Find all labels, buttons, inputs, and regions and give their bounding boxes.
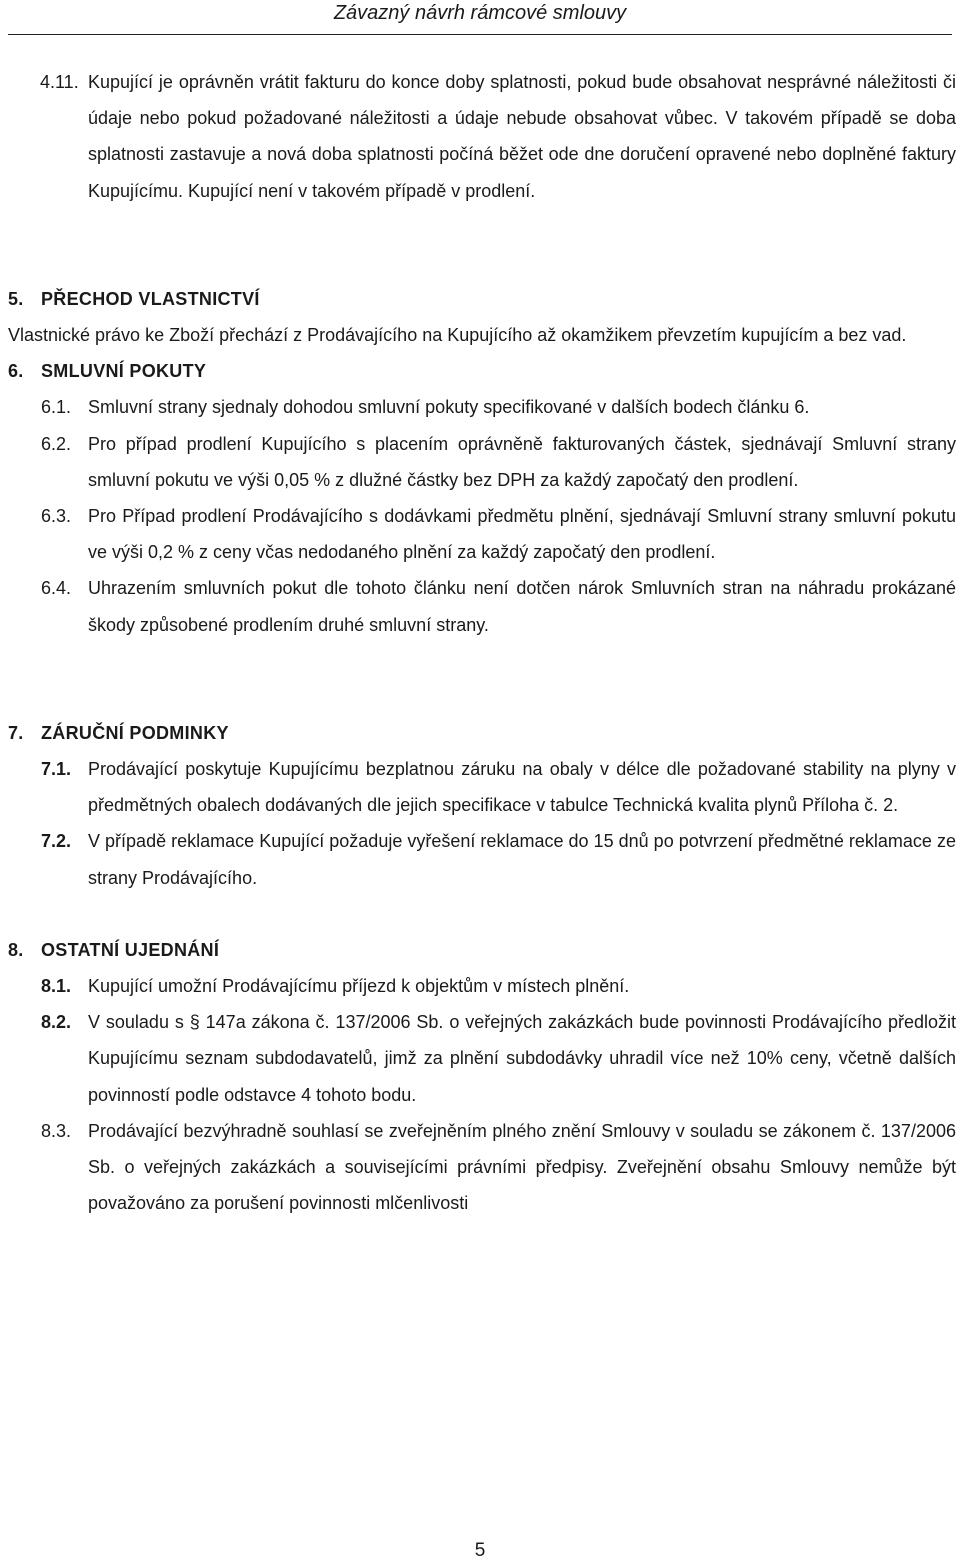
clause-6-4: [8, 570, 956, 642]
clause-number: 7.2.: [41, 831, 72, 852]
clause-8-1: [8, 968, 956, 1004]
clause-text: Pro Případ prodlení Prodávajícího s dodávkami předmětu plnění, sjednávají Smluvní strany smluvní pokutu ve výši 0,2 % z ceny včas nedodaného plnění za každý započatý den prodlení.: [88, 506, 956, 563]
clause-text: V případě reklamace Kupující požaduje vyřešení reklamace do 15 dnů po potvrzení předmětné reklamace ze strany Prodávajícího.: [88, 831, 956, 888]
section-5-heading: [8, 281, 956, 317]
section-8-heading: [8, 932, 956, 968]
section-number: 7.: [8, 722, 24, 743]
section-title: SMLUVNÍ POKUTY: [41, 361, 207, 382]
clause-text: Kupující je oprávněn vrátit fakturu do konce doby splatnosti, pokud bude obsahovat nesprávné náležitosti či údaje nebo pokud požadované náležitosti a údaje nebude obsahovat vůbec. V takovém případě se doba splatnosti zastavuje a nová doba splatnosti počíná běžet ode dne doručení opravené nebo doplněné faktury Kupujícímu. Kupující není v takovém případě v prodlení.: [88, 72, 956, 201]
clause-number: 8.3.: [41, 1120, 72, 1141]
clause-4-11: [8, 64, 956, 209]
section-title: ZÁRUČNÍ PODMINKY: [41, 722, 229, 743]
document-body: [8, 64, 956, 1221]
page-number: 5: [474, 1540, 486, 1561]
spacer: [8, 209, 956, 281]
clause-text: Pro případ prodlení Kupujícího s placením oprávněně fakturovaných částek, sjednávají Smluvní strany smluvní pokutu ve výši 0,05 % z dlužné částky bez DPH za každý započatý den prodlení.: [88, 433, 956, 490]
section-5-text: Vlastnické právo ke Zboží přechází z Prodávajícího na Kupujícího až okamžikem převzetím kupujícím a bez vad.: [8, 325, 907, 346]
clause-number: 6.3.: [41, 506, 72, 527]
clause-text: Prodávající poskytuje Kupujícímu bezplatnou záruku na obaly v délce dle požadované stability na plyny v předmětných obalech dodávaných dle jejich specifikace v tabulce Technická kvalita plynů Příloha č. 2.: [88, 759, 956, 816]
section-title: OSTATNÍ UJEDNÁNÍ: [41, 939, 220, 960]
clause-text: Kupující umožní Prodávajícímu příjezd k objektům v místech plnění.: [88, 976, 630, 997]
clause-number: 6.2.: [41, 433, 72, 454]
section-7-heading: [8, 715, 956, 751]
section-number: 6.: [8, 361, 24, 382]
clause-text: Smluvní strany sjednaly dohodou smluvní pokuty specifikované v dalších bodech článku 6.: [88, 397, 810, 418]
clause-8-3: [8, 1113, 956, 1222]
section-6-heading: [8, 353, 956, 389]
clause-7-2: [8, 823, 956, 895]
section-number: 5.: [8, 288, 24, 309]
clause-number: 4.11.: [40, 72, 79, 92]
clause-number: 8.2.: [41, 1012, 72, 1033]
spacer: [8, 896, 956, 932]
spacer: [8, 643, 956, 715]
clause-number: 7.1.: [41, 759, 72, 780]
clause-8-2: [8, 1004, 956, 1113]
clause-6-1: [8, 389, 956, 425]
clause-text: Prodávající bezvýhradně souhlasí se zveřejněním plného znění Smlouvy v souladu se zákonem č. 137/2006 Sb. o veřejných zakázkách a souvisejícími právními předpisy. Zveřejnění obsahu Smlouvy nemůže být považováno za porušení povinnosti mlčenlivosti: [88, 1120, 956, 1214]
header-divider: [8, 34, 952, 35]
section-title: PŘECHOD VLASTNICTVÍ: [41, 288, 260, 309]
clause-6-2: [8, 426, 956, 498]
clause-7-1: [8, 751, 956, 823]
clause-number: 6.1.: [41, 397, 72, 418]
clause-text: Uhrazením smluvních pokut dle tohoto článku není dotčen nárok Smluvních stran na náhradu prokázané škody způsobené prodlením druhé smluvní strany.: [88, 578, 956, 635]
document-header-title: Závazný návrh rámcové smlouvy: [333, 2, 627, 24]
section-number: 8.: [8, 939, 24, 960]
clause-6-3: [8, 498, 956, 570]
clause-number: 6.4.: [41, 578, 72, 599]
clause-text: V souladu s § 147a zákona č. 137/2006 Sb. o veřejných zakázkách bude povinnosti Prodávajícího předložit Kupujícímu seznam subdodavatelů, jimž za plnění subdodávky uhradil více než 10% ceny, včetně dalších povinností podle odstavce 4 tohoto bodu.: [88, 1012, 956, 1105]
clause-number: 8.1.: [41, 976, 72, 997]
